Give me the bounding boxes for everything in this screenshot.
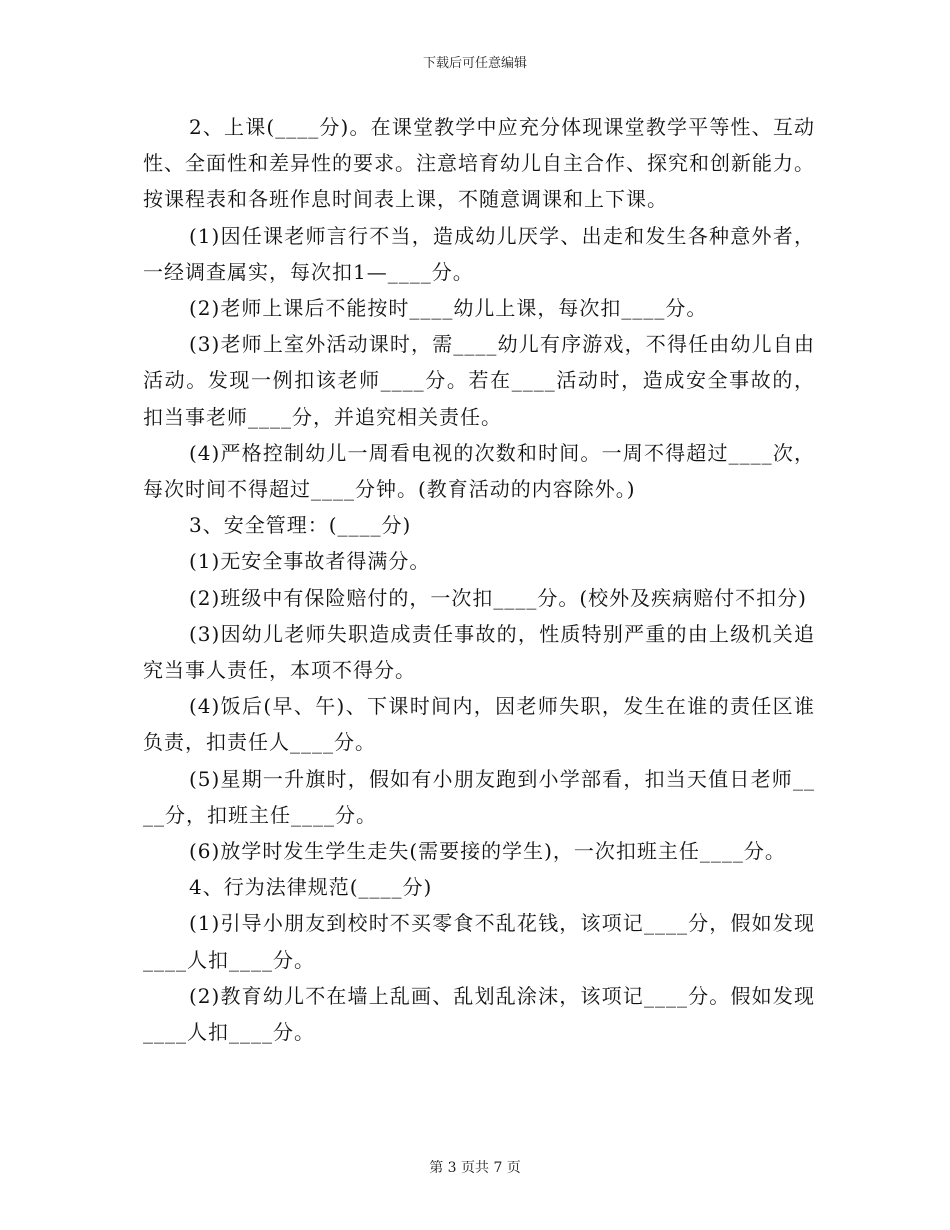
clause-2-2-paragraph: (2)老师上课后不能按时____幼儿上课，每次扣____分。 (189, 296, 708, 321)
section-4-conduct-heading: 4、行为法律规范(____分) (189, 875, 433, 900)
clause-2-4-paragraph: (4)严格控制幼儿一周看电视的次数和时间。一周不得超过____次，每次时间不得超过____分钟。(教育活动的内容除外。) (143, 440, 815, 502)
clause-3-3-paragraph: (3)因幼儿老师失职造成责任事故的，性质特别严重的由上级机关追究当事人责任，本项不得分。 (143, 621, 815, 683)
clause-2-1-paragraph: (1)因任课老师言行不当，造成幼儿厌学、出走和发生各种意外者，一经调查属实，每次扣1—____分。 (143, 223, 815, 284)
clause-3-1-paragraph: (1)无安全事故者得满分。 (189, 549, 431, 574)
page-header: 下载后可任意编辑 (422, 56, 527, 71)
section-2-class-paragraph: 2、上课(____分)。在课堂教学中应充分体现课堂教学平等性、互动性、全面性和差异性的要求。注意培育幼儿自主合作、探究和创新能力。按课程表和各班作息时间表上课，不随意调课和上下课。 (143, 115, 815, 212)
clause-3-6-paragraph: (6)放学时发生学生走失(需要接的学生)，一次扣班主任____分。 (189, 839, 786, 864)
clause-4-2-paragraph: (2)教育幼儿不在墙上乱画、乱划乱涂沫，该项记____分。假如发现____人扣____分。 (143, 983, 815, 1045)
clause-2-3-paragraph: (3)老师上室外活动课时，需____幼儿有序游戏，不得任由幼儿自由活动。发现一例扣该老师____分。若在____活动时，造成安全事故的，扣当事老师____分，并追究相关责任。 (143, 332, 815, 429)
clause-3-5-paragraph: (5)星期一升旗时，假如有小朋友跑到小学部看，扣当天值日老师____分，扣班主任____分。 (143, 766, 815, 827)
section-3-safety-heading: 3、安全管理：(____分) (189, 513, 412, 538)
page-footer: 第 3 页共 7 页 (429, 1160, 521, 1176)
clause-4-1-paragraph: (1)引导小朋友到校时不买零食不乱花钱，该项记____分，假如发现____人扣____分。 (143, 911, 815, 972)
clause-3-2-paragraph: (2)班级中有保险赔付的，一次扣____分。(校外及疾病赔付不扣分) (189, 585, 807, 610)
clause-3-4-paragraph: (4)饭后(早、午)、下课时间内，因老师失职，发生在谁的责任区谁负责，扣责任人____分。 (143, 694, 815, 755)
document-body (143, 109, 815, 1050)
